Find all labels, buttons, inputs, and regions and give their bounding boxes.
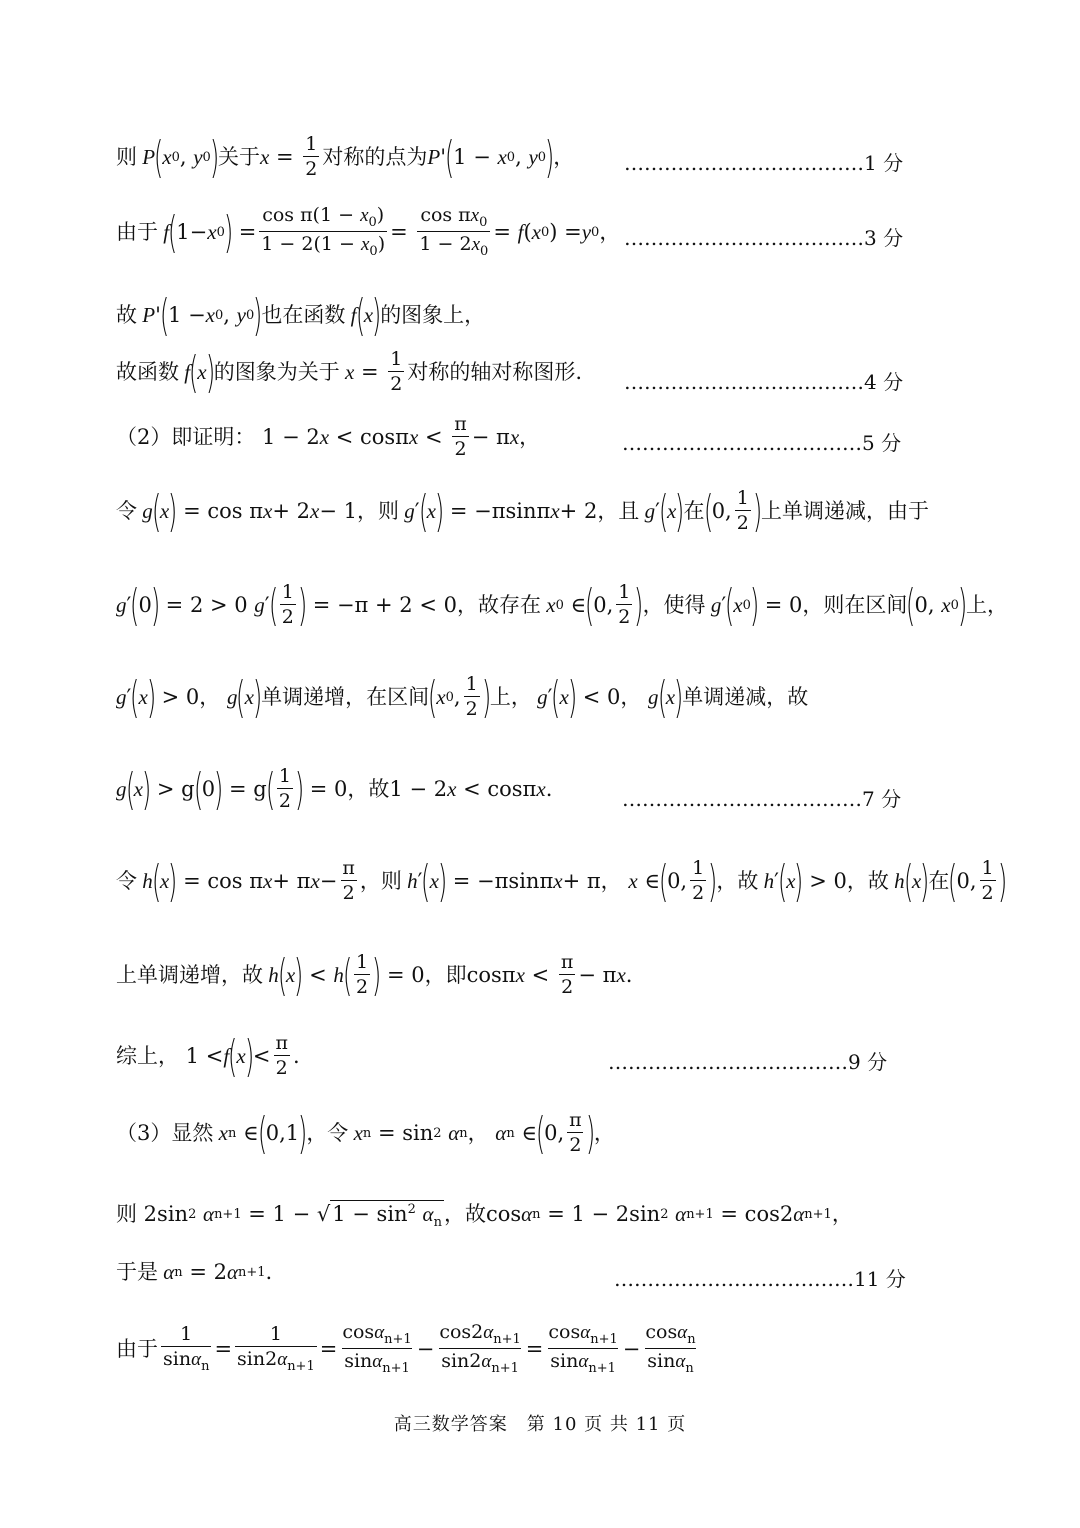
text: 于是 — [116, 1260, 158, 1284]
text: 对称的点为 — [322, 144, 428, 169]
proof-line-2: 由于 f ( 1− x 0 ) = $\frac{\cos \pi(1 - x_0)}{1 - 2(1 - x_0)}$ = $\frac{\cos \pi x_0}{1 - 2x_0}$ = f ( x 0 ) = y 0 ， — [116, 204, 621, 259]
proof-line-16: 由于 $\frac{1}{\sin\alpha_n}$ = $\frac{1}{\sin 2\alpha_{n+1}}$ = $\frac{\cos\alpha_{n+1}}{\sin\alpha_{n+1}}$ − $\frac{\cos 2\alpha_{n+1}}{\sin 2\alpha_{n+1}}$ = $\frac{\cos\alpha_{n+1}}{\sin\alpha_{n+1}}$ − $\frac{\cos\alpha_n}{\sin\alpha_n}$ — [116, 1321, 696, 1376]
proof-line-7: g ′ ( 0 ) = 2 > 0 g ′ ( $\frac{1}{2}$ ) = −π + 2 < 0 ，故存在 x 0 ∈ ( 0, $\frac{1}{2}$ ) ，使得 g ′ ( x 0 ) = 0 ，则在区间 ( 0, x 0 ) 上， — [116, 579, 1009, 631]
proof-line-5: （2）即证明： 1 − 2 x < cosπ x < $\frac{\pi}{2}$ − π x ， — [116, 413, 541, 460]
text: 对称的轴对称图形. — [407, 359, 583, 384]
text: ，使得 — [642, 592, 706, 617]
text: （3）显然 — [116, 1120, 214, 1145]
text: ，令 — [306, 1120, 349, 1145]
text: ，则 — [359, 868, 402, 893]
text: 则 — [116, 144, 137, 169]
score-mark-5: ………………………………7 分 — [622, 787, 902, 811]
proof-line-12: 综上， 1 < f ( x ) < $\frac{\pi}{2}$ . — [116, 1030, 300, 1082]
text: 单调递减，故 — [682, 684, 809, 709]
text: ，则 — [356, 498, 399, 523]
proof-line-10: 令 h ( x ) = cos π x + π x − $\frac{\pi}{2}$ ，则 h ′ ( x ) = −πsinπ x + π， x ∈ ( 0, $\frac{1}{2}$ ) ，故 h ′ ( x ) > 0 ，故 h ( x ) 在 ( 0, $\frac{1}{2}$ ) — [116, 855, 1007, 907]
text: 的图象上， — [380, 303, 486, 328]
text: 上单调递减，由于 — [761, 498, 929, 523]
text: 综上， — [116, 1043, 179, 1068]
page-footer: 高三数学答案 第 10 页 共 11 页 — [393, 1414, 687, 1435]
proof-line-14: 则 2sin 2 α n+1 = 1 − √ $1 - \sin^2 \alpha_n$ ，故 cos α n = 1 − 2sin 2 α n+1 = cos2 α n+1 ， — [116, 1202, 853, 1230]
score-mark-3: ………………………………4 分 — [624, 370, 904, 394]
text: 由于 — [116, 1336, 158, 1361]
text: 单调递增，在区间 — [261, 684, 430, 709]
proof-line-8: g ′ ( x ) > 0， g ( x ) 单调递增，在区间 ( x 0 , $\frac{1}{2}$ ) 上， g ′ ( x ) < 0， g ( x ) 单调递减，故 — [116, 671, 809, 723]
text: 上单调递增，故 — [116, 962, 263, 987]
text: ，且 — [597, 498, 640, 523]
text: 在 — [683, 498, 705, 523]
text: （2）即证明： — [116, 424, 256, 449]
score-mark-4: ………………………………5 分 — [622, 431, 902, 455]
text: ，故 — [443, 1202, 486, 1226]
text: 上， — [966, 592, 1009, 617]
text: ，即 — [424, 962, 467, 987]
score-mark-2: ………………………………3 分 — [624, 226, 904, 250]
text: 令 — [116, 498, 137, 523]
text: 故 — [116, 303, 137, 328]
text: ，故存在 — [456, 592, 541, 617]
text: 故函数 — [116, 359, 179, 384]
score-mark-7: ………………………………11 分 — [614, 1267, 906, 1291]
text: 令 — [116, 868, 137, 893]
text: 上， — [489, 684, 532, 709]
text: ，故 — [716, 868, 759, 893]
proof-line-6: 令 g ( x ) = cos π x + 2 x − 1 ，则 g ′ ( x ) = −πsinπ x + 2 ，且 g ′ ( x ) 在 ( 0, $\frac{1}{2}$ ) 上单调递减，由于 — [116, 485, 929, 537]
text: 关于 — [218, 144, 260, 169]
score-mark-1: ………………………………1 分 — [624, 151, 904, 175]
proof-line-1: 则 P ( x 0 , y 0 ) 关于 x = $\frac{1}{2}$ 对称的点为 P ' ( 1 − x 0 , y 0 ) ， — [116, 131, 575, 183]
proof-line-13: （3）显然 x n ∈ ( 0,1 ) ，令 x n = sin 2 α n ， α n ∈ ( 0, $\frac{\pi}{2}$ ) ， — [116, 1107, 615, 1159]
proof-line-4: 故函数 f ( x ) 的图象为关于 x = $\frac{1}{2}$ 对称的轴对称图形. — [116, 346, 583, 398]
proof-line-11: 上单调递增，故 h ( x ) < h ( $\frac{1}{2}$ ) = 0 ，即 cosπ x < $\frac{\pi}{2}$ − π x . — [116, 949, 633, 1001]
proof-line-3: 故 P ' ( 1 − x 0 , y 0 ) 也在函数 f ( x ) 的图象上， — [116, 290, 486, 341]
text: 的图象为关于 — [213, 359, 340, 384]
proof-line-15: 于是 α n = 2 α n+1 . — [116, 1260, 273, 1284]
text: 在 — [928, 868, 950, 893]
text: 则 — [116, 1202, 137, 1226]
text: 由于 — [116, 219, 158, 244]
score-mark-6: ………………………………9 分 — [608, 1050, 888, 1074]
text: 也在函数 — [261, 303, 346, 328]
proof-line-9: g ( x ) > g ( 0 ) = g ( $\frac{1}{2}$ ) = 0 ，故 1 − 2 x < cosπ x . — [116, 763, 553, 815]
text: ，则在区间 — [802, 592, 908, 617]
text: ，故 — [846, 868, 889, 893]
text: ，故 — [347, 776, 390, 801]
